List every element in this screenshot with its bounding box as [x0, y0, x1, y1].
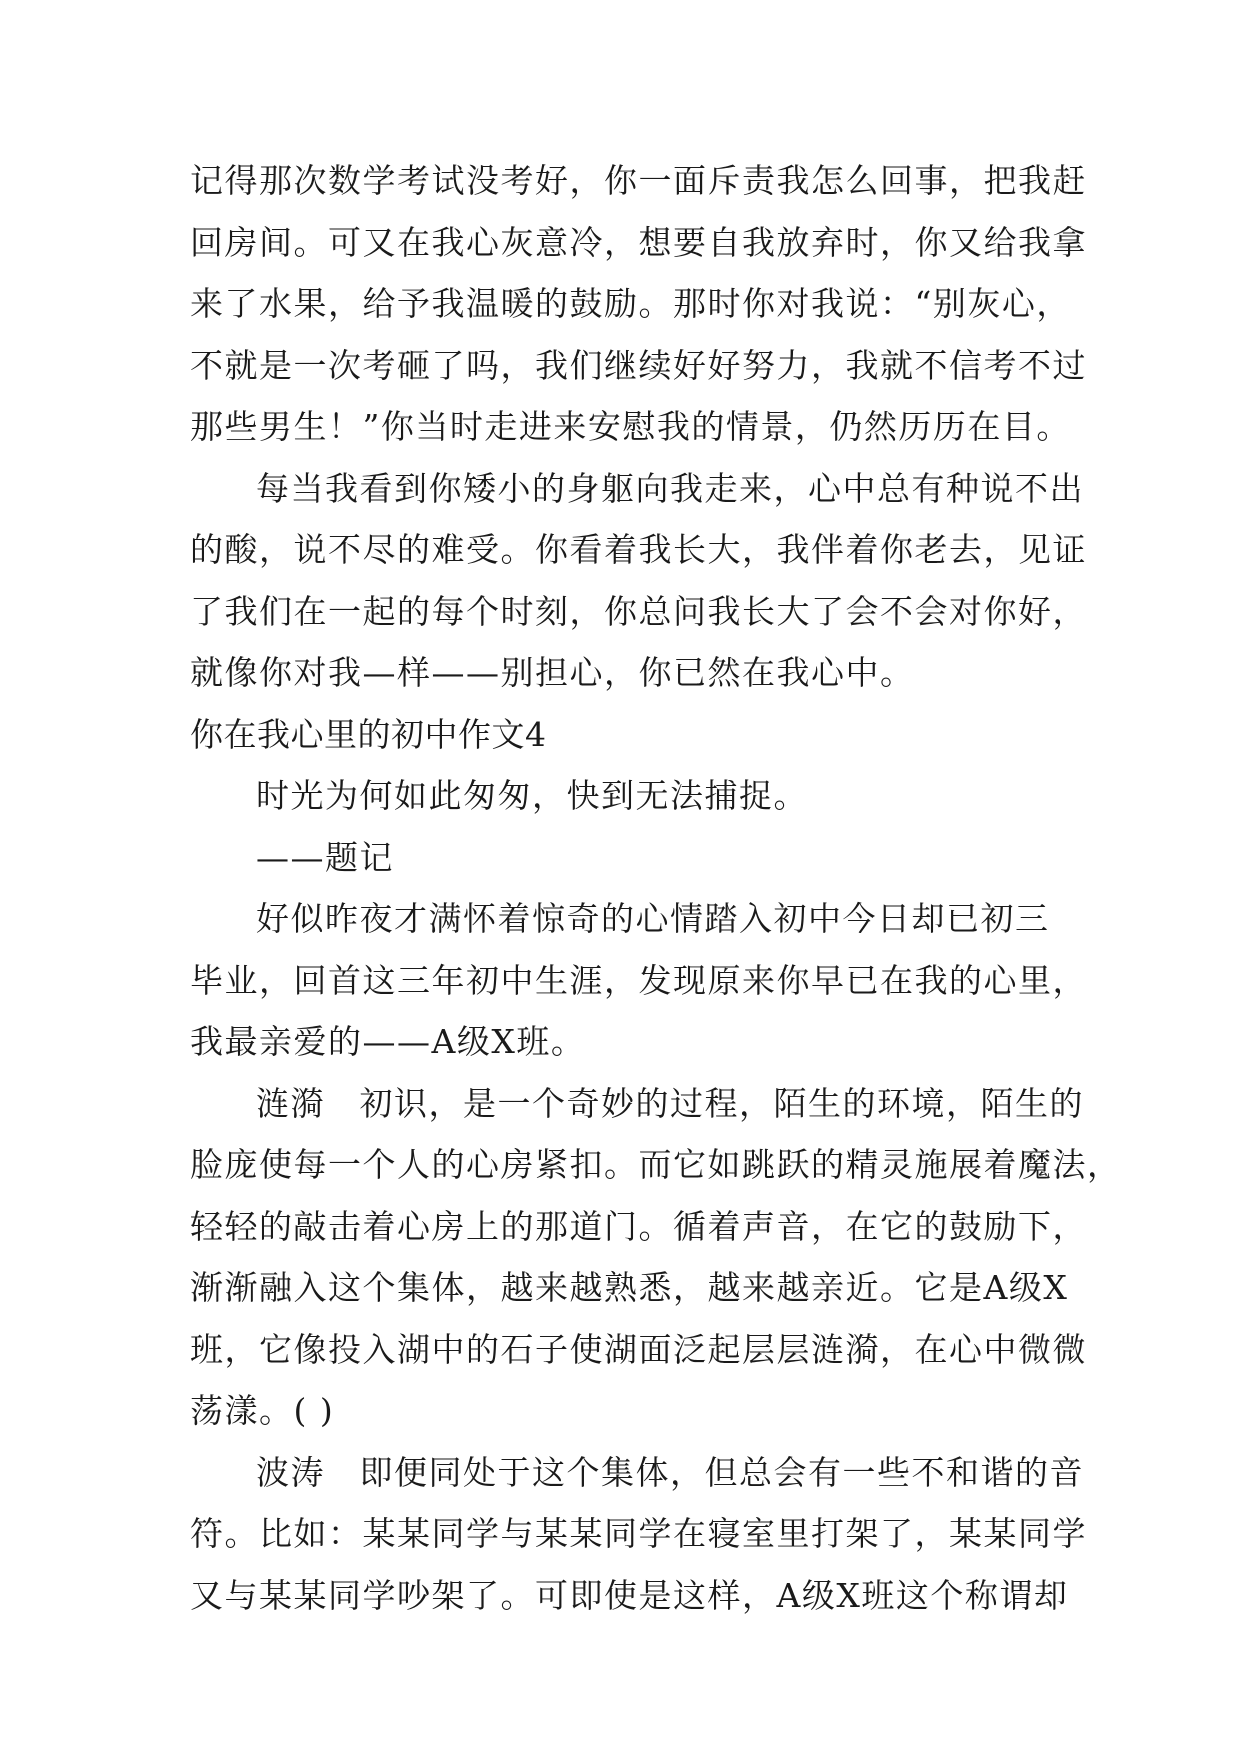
- text-line: 轻轻的敲击着心房上的那道门。循着声音，在它的鼓励下，: [190, 1206, 1087, 1246]
- text-line: 记得那次数学考试没考好，你一面斥责我怎么回事，把我赶: [190, 161, 1087, 200]
- text-line: 脸庞使每一个人的心房紧扣。而它如跳跃的精灵施展着魔法，: [190, 1145, 1122, 1184]
- text-line: 了我们在一起的每个时刻，你总问我长大了会不会对你好，: [190, 591, 1087, 631]
- paragraph-4: [190, 1073, 1122, 1442]
- paragraph-3: [190, 888, 1087, 1073]
- paragraph-5: [190, 1442, 1087, 1627]
- text-line: 不就是一次考砸了吗，我们继续好好努力，我就不信考不过: [190, 345, 1087, 385]
- text-line: 那些男生！”你当时走进来安慰我的情景，仍然历历在目。: [190, 407, 1071, 446]
- text-line: 渐渐融入这个集体，越来越熟悉，越来越亲近。它是A级X: [190, 1268, 1069, 1307]
- text-line: 符。比如：某某同学与某某同学在寝室里打架了，某某同学: [190, 1514, 1087, 1553]
- text-line: 好似昨夜才满怀着惊奇的心情踏入初中今日却已初三: [256, 899, 1050, 938]
- paragraph-2: [190, 458, 1087, 704]
- text-line: 每当我看到你矮小的身躯向我走来，心中总有种说不出: [256, 468, 1084, 508]
- text-line: 的酸，说不尽的难受。你看着我长大，我伴着你老去，见证: [190, 530, 1087, 569]
- text-line: 荡漾。( ): [190, 1391, 335, 1430]
- section-heading: 你在我心里的初中作文4: [190, 714, 547, 754]
- epigraph: 时光为何如此匆匆，快到无法捕捉。: [256, 776, 808, 815]
- text-line: 涟漪 初识，是一个奇妙的过程，陌生的环境，陌生的: [256, 1083, 1084, 1123]
- text-line: 班，它像投入湖中的石子使湖面泛起层层涟漪，在心中微微: [190, 1329, 1087, 1369]
- text-line: 毕业，回首这三年初中生涯，发现原来你早已在我的心里，: [190, 960, 1087, 1000]
- text-line: 就像你对我—样——别担心，你已然在我心中。: [190, 653, 915, 692]
- text-line: 又与某某同学吵架了。可即使是这样，A级X班这个称谓却: [190, 1575, 1069, 1615]
- paragraph-1: [190, 150, 1087, 458]
- text-line: 我最亲爱的——A级X班。: [190, 1022, 586, 1061]
- text-line: 波涛 即便同处于这个集体，但总会有一些不和谐的音: [256, 1452, 1084, 1492]
- text-line: 回房间。可又在我心灰意冷，想要自我放弃时，你又给我拿: [190, 222, 1087, 262]
- text-line: 来了水果，给予我温暖的鼓励。那时你对我说：“别灰心，: [190, 284, 1071, 323]
- epigraph-attribution: ——题记: [256, 837, 394, 877]
- document-page: [190, 150, 1122, 1626]
